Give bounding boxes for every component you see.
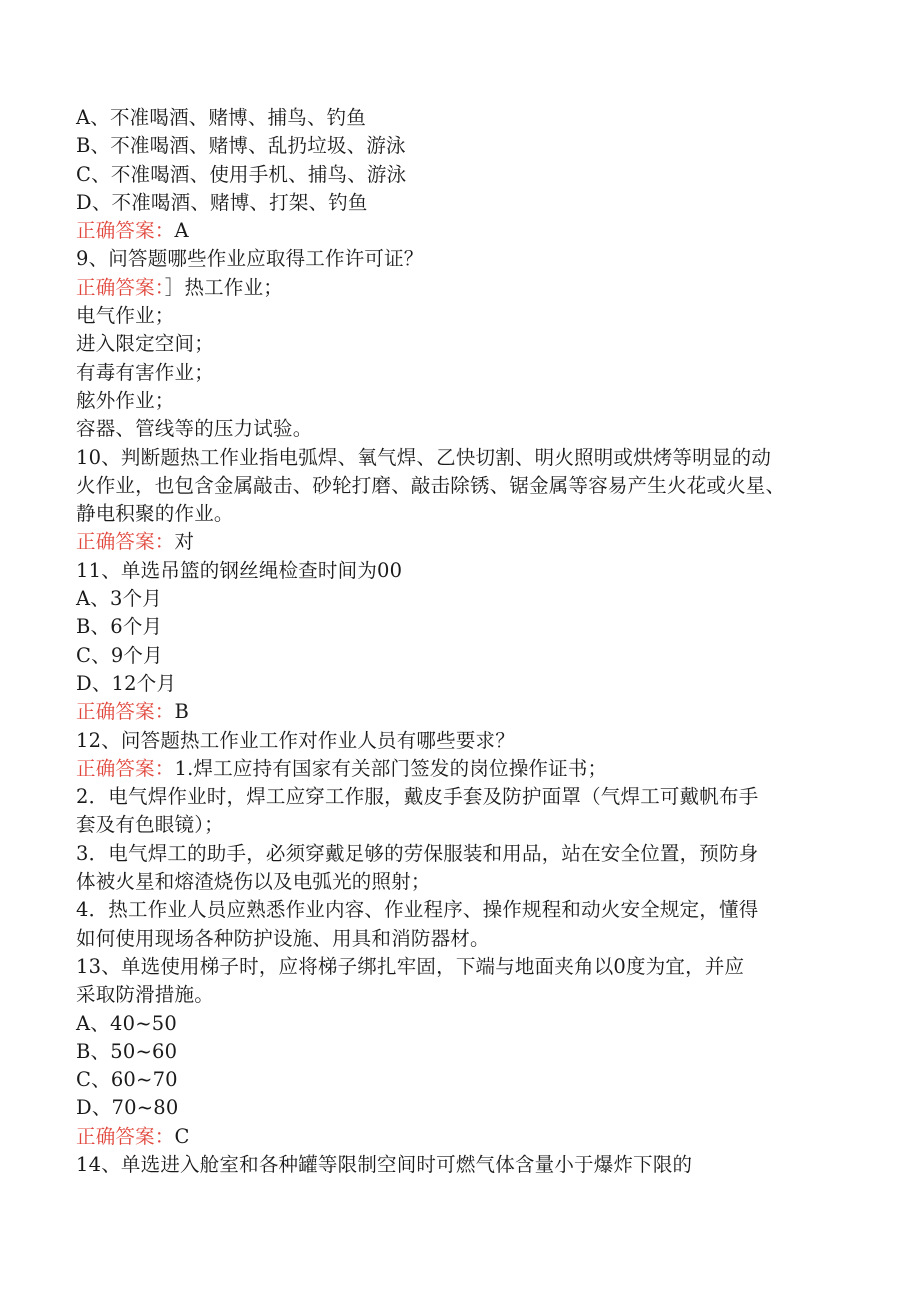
answer-line <box>76 528 876 556</box>
answer-value: C <box>174 1124 190 1148</box>
text-line: 12、问答题热工作业工作对作业人员有哪些要求？ <box>76 728 515 752</box>
answer-line <box>76 1123 876 1151</box>
text-line: A、不准喝酒、赌博、捕鸟、钓鱼 <box>76 106 367 129</box>
text-line: D、12个月 <box>76 671 177 695</box>
text-line: A、3个月 <box>76 587 162 611</box>
text-line: C、不准喝酒、使用手机、捕鸟、游泳 <box>76 162 407 186</box>
text-line: B、6个月 <box>76 615 163 639</box>
answer-value: 1.焊工应持有国家有关部门签发的岗位操作证书； <box>174 756 608 780</box>
text-line: 套及有色眼镜）； <box>76 813 224 837</box>
text-line: 容器、管线等的压力试验。 <box>76 417 313 441</box>
text-line: 静电积聚的作业。 <box>76 502 234 526</box>
answer-label: 正确答案： <box>76 756 175 780</box>
text-line: 11、单选吊篮的钢丝绳检查时间为00 <box>76 558 403 582</box>
text-line: 有毒有害作业； <box>76 360 214 384</box>
text-line: 电气作业； <box>76 304 175 328</box>
text-line: 14、单选进入舱室和各种罐等限制空间时可燃气体含量小于爆炸下限的 <box>76 1152 693 1176</box>
answer-value: 对 <box>174 530 195 554</box>
text-line: C、9个月 <box>76 643 163 667</box>
text-line: D、70~80 <box>76 1096 179 1120</box>
answer-value: ］热工作业； <box>164 275 283 299</box>
document-body <box>76 104 876 1179</box>
text-line: 3．电气焊工的助手，必须穿戴足够的劳保服装和用品，站在安全位置，预防身 <box>76 841 759 865</box>
text-line: 4．热工作业人员应熟悉作业内容、作业程序、操作规程和动火安全规定，懂得 <box>76 898 759 922</box>
answer-label: 正确答案： <box>76 1124 175 1148</box>
answer-label: 正确答案： <box>76 219 175 243</box>
text-line: 如何使用现场各种防护设施、用具和消防器材。 <box>76 926 490 950</box>
text-line: 13、单选使用梯子时，应将梯子绑扎牢固，下端与地面夹角以0度为宜，并应 <box>76 954 745 978</box>
text-line: B、不准喝酒、赌博、乱扔垃圾、游泳 <box>76 134 406 158</box>
text-line: D、不准喝酒、赌博、打架、钓鱼 <box>76 190 368 214</box>
text-line: 2．电气焊作业时，焊工应穿工作服，戴皮手套及防护面罩（气焊工可戴帆布手 <box>76 785 759 809</box>
answer-value: B <box>174 700 190 724</box>
text-line: 体被火星和熔渣烧伤以及电弧光的照射； <box>76 870 431 894</box>
text-line: B、50~60 <box>76 1039 178 1063</box>
text-line: 10、判断题热工作业指电弧焊、氧气焊、乙快切割、明火照明或烘烤等明显的动 <box>76 445 772 469</box>
answer-label: 正确答案： <box>76 275 165 299</box>
answer-value: A <box>174 219 189 243</box>
text-line: 进入限定空间； <box>76 332 214 356</box>
text-line: 9、问答题哪些作业应取得工作许可证？ <box>76 247 424 271</box>
answer-label: 正确答案： <box>76 530 175 554</box>
text-line: C、60~70 <box>76 1068 178 1092</box>
text-line: A、40~50 <box>76 1011 177 1035</box>
text-line: 舷外作业； <box>76 388 175 412</box>
text-line: 火作业，也包含金属敲击、砂轮打磨、敲击除锈、锯金属等容易产生火花或火星、 <box>76 473 786 497</box>
answer-line <box>76 698 876 726</box>
answer-label: 正确答案： <box>76 700 175 724</box>
text-line: 采取防滑措施。 <box>76 983 214 1007</box>
answer-line <box>76 217 876 245</box>
answer-line <box>76 274 876 302</box>
answer-line <box>76 755 876 783</box>
